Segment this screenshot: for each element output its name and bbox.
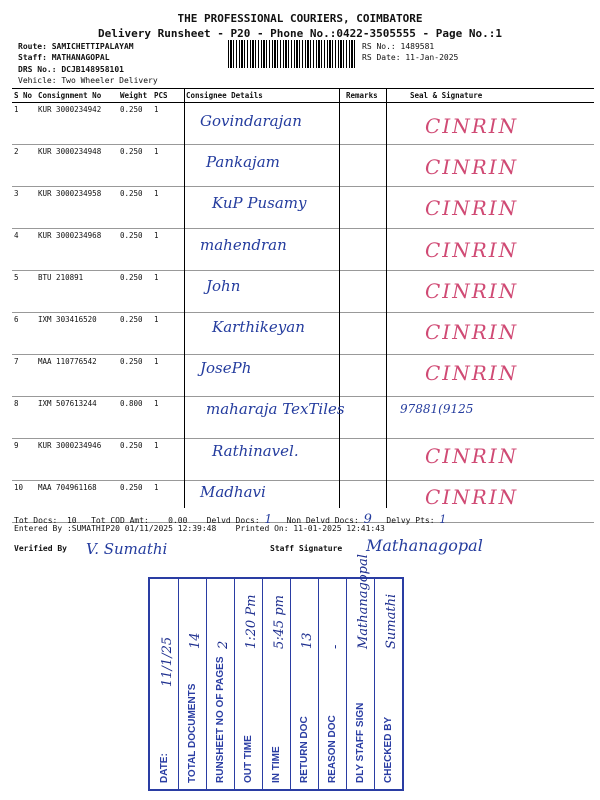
- runsheet-title: Delivery Runsheet - P20 - Phone No.:0422-3505555 - Page No.:1: [98, 27, 502, 40]
- cell-empty: [344, 313, 398, 355]
- cell-consignment: KUR 3000234946: [36, 439, 118, 481]
- cell-weight: 0.800: [118, 397, 152, 439]
- cell-consignment: KUR 3000234948: [36, 145, 118, 187]
- stamp-divider: [234, 579, 235, 789]
- staff-signature: Mathanagopal: [366, 536, 483, 555]
- cell-consignment: IXM 507613244: [36, 397, 118, 439]
- stamp-label: DATE:: [159, 753, 170, 783]
- cell-empty: [344, 145, 398, 187]
- col-remarks: Remarks: [344, 89, 398, 103]
- seal-signature: CINRIN: [425, 320, 519, 344]
- drs-no: DRS No.: DCJB148958101: [18, 65, 124, 74]
- delvd-docs-value: 1: [264, 512, 273, 526]
- seal-signature: CINRIN: [425, 278, 519, 303]
- cell-sno: 9: [12, 439, 36, 481]
- cell-weight: 0.250: [118, 187, 152, 229]
- company-title: THE PROFESSIONAL COURIERS, COIMBATORE: [177, 12, 423, 25]
- consignee-handwritten: Govindarajan: [200, 112, 302, 130]
- stamp-value: 5:45 pm: [272, 595, 287, 649]
- cell-weight: 0.250: [118, 481, 152, 523]
- consignee-handwritten: Rathinavel.: [212, 441, 299, 460]
- cell-pcs: 1: [152, 145, 184, 187]
- stamp-label: OUT TIME: [243, 735, 254, 783]
- cell-empty: [344, 397, 398, 439]
- col-pcs: PCS: [152, 89, 184, 103]
- rs-no: RS No.: 1489581: [362, 42, 435, 51]
- cell-sno: 6: [12, 313, 36, 355]
- stamp-value: -: [328, 644, 343, 649]
- stamp-value: Sumathi: [384, 593, 399, 649]
- stamp-divider: [374, 579, 375, 789]
- seal-signature: 97881(9125: [400, 402, 474, 417]
- verified-by-label: Verified By: [14, 544, 67, 553]
- cell-pcs: 1: [152, 439, 184, 481]
- cell-weight: 0.250: [118, 271, 152, 313]
- consignee-handwritten: KuP Pusamy: [212, 194, 307, 213]
- seal-signature: CINRIN: [425, 155, 519, 180]
- cell-empty: [344, 439, 398, 481]
- cell-sno: 7: [12, 355, 36, 397]
- stamp-value: 14: [188, 632, 203, 649]
- column-divider: [386, 88, 387, 508]
- route: Route: SAMICHETTIPALAYAM: [18, 42, 134, 51]
- col-seal: Seal & Signature: [398, 89, 594, 103]
- verified-by-signature: V. Sumathi: [86, 540, 168, 558]
- consignee-handwritten: mahendran: [200, 235, 287, 254]
- cell-consignment: IXM 303416520: [36, 313, 118, 355]
- stamp-divider: [262, 579, 263, 789]
- cell-consignment: MAA 704961168: [36, 481, 118, 523]
- stamp-divider: [206, 579, 207, 789]
- stamp-label: REASON DOC: [327, 715, 338, 783]
- table-header-row: [12, 89, 594, 103]
- col-consignment: Consignment No: [36, 89, 118, 103]
- cell-pcs: 1: [152, 355, 184, 397]
- cell-pcs: 1: [152, 313, 184, 355]
- stamp-value: 13: [300, 632, 315, 649]
- staff: Staff: MATHANAGOPAL: [18, 53, 110, 62]
- cell-consignment: MAA 110776542: [36, 355, 118, 397]
- cell-weight: 0.250: [118, 103, 152, 145]
- col-sno: S No: [12, 89, 36, 103]
- col-consignee: Consignee Details: [184, 89, 344, 103]
- cell-empty: [344, 355, 398, 397]
- stamp-value: 11/1/25: [160, 636, 175, 687]
- stamp-label: RUNSHEET NO OF PAGES: [215, 656, 226, 783]
- cell-pcs: 1: [152, 229, 184, 271]
- vehicle: Vehicle: Two Wheeler Delivery: [18, 76, 158, 85]
- seal-signature: CINRIN: [425, 237, 519, 262]
- stamp-divider: [290, 579, 291, 789]
- totals-summary: Tot Docs: 10 Tot COD Amt: 0.00 Delvd Docs:: [14, 516, 260, 525]
- delvy-label: Delvy Pts:: [386, 516, 435, 525]
- cell-sno: 1: [12, 103, 36, 145]
- consignee-handwritten: Pankajam: [206, 153, 280, 172]
- delvy-value: 1: [439, 513, 447, 526]
- cell-weight: 0.250: [118, 145, 152, 187]
- cell-pcs: 1: [152, 397, 184, 439]
- cell-empty: [344, 271, 398, 313]
- cell-pcs: 1: [152, 187, 184, 229]
- cell-pcs: 1: [152, 103, 184, 145]
- nondelvd-value: 9: [363, 512, 372, 527]
- col-weight: Weight: [118, 89, 152, 103]
- stamp-divider: [318, 579, 319, 789]
- cell-weight: 0.250: [118, 355, 152, 397]
- cell-consignment: KUR 3000234958: [36, 187, 118, 229]
- cell-sno: 2: [12, 145, 36, 187]
- nondelvd-label: Non Delvd Docs:: [286, 516, 359, 525]
- seal-signature: CINRIN: [425, 484, 519, 509]
- cell-consignment: KUR 3000234968: [36, 229, 118, 271]
- entered-by: Entered By :SUMATHIP20 01/11/2025 12:39:48 Printed On: 11-01-2025 12:41:43: [14, 524, 385, 533]
- stamp-value: Mathanagopal: [356, 554, 371, 649]
- cell-weight: 0.250: [118, 229, 152, 271]
- cell-sno: 4: [12, 229, 36, 271]
- cell-sno: 3: [12, 187, 36, 229]
- stamp-value: 1:20 Pm: [244, 594, 259, 649]
- stamp-divider: [346, 579, 347, 789]
- column-divider: [339, 88, 340, 508]
- cell-weight: 0.250: [118, 439, 152, 481]
- cell-pcs: 1: [152, 481, 184, 523]
- seal-signature: CINRIN: [425, 361, 519, 386]
- consignee-handwritten: John: [206, 276, 241, 295]
- staff-signature-label: Staff Signature: [270, 544, 343, 553]
- stamp-label: DLY STAFF SIGN: [355, 702, 366, 783]
- barcode: [228, 40, 356, 68]
- consignee-handwritten: Madhavi: [200, 482, 266, 501]
- column-divider: [184, 88, 185, 508]
- stamp-label: RETURN DOC: [299, 716, 310, 783]
- cell-sno: 5: [12, 271, 36, 313]
- stamp-label: TOTAL DOCUMENTS: [187, 683, 198, 783]
- seal-signature: CINRIN: [425, 196, 519, 221]
- consignee-handwritten: Karthikeyan: [212, 318, 305, 336]
- office-stamp: [148, 554, 404, 791]
- rs-date: RS Date: 11-Jan-2025: [362, 53, 459, 62]
- cell-sno: 10: [12, 481, 36, 523]
- cell-pcs: 1: [152, 271, 184, 313]
- cell-sno: 8: [12, 397, 36, 439]
- cell-empty: [344, 103, 398, 145]
- cell-consignment: KUR 3000234942: [36, 103, 118, 145]
- stamp-value: 2: [216, 640, 231, 649]
- cell-consignment: BTU 210891: [36, 271, 118, 313]
- cell-empty: [344, 229, 398, 271]
- stamp-label: IN TIME: [271, 746, 282, 783]
- seal-signature: CINRIN: [425, 114, 519, 138]
- consignee-handwritten: maharaja TexTiles: [206, 400, 345, 419]
- cell-weight: 0.250: [118, 313, 152, 355]
- stamp-divider: [178, 579, 179, 789]
- consignee-handwritten: JosePh: [200, 359, 252, 378]
- cell-empty: [344, 187, 398, 229]
- stamp-label: CHECKED BY: [383, 716, 394, 783]
- seal-signature: CINRIN: [425, 443, 519, 468]
